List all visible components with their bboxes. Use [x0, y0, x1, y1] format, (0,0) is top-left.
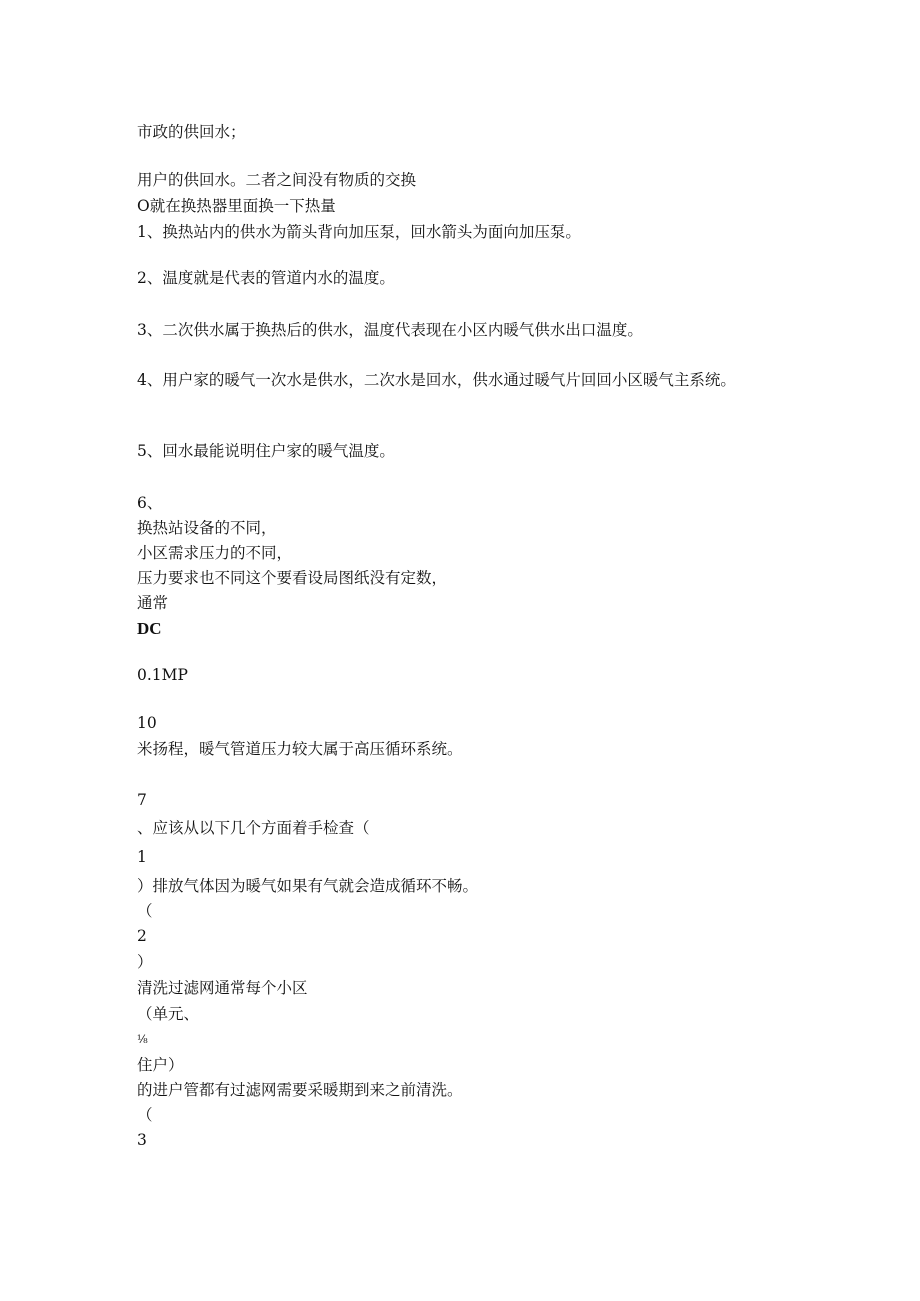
- text-line: 6、: [137, 494, 163, 512]
- text-line: ）: [137, 953, 153, 971]
- text-line: 清洗过滤网通常每个小区: [137, 979, 308, 997]
- text-line: 3、二次供水属于换热后的供水，温度代表现在小区内暖气供水出口温度。: [137, 321, 643, 339]
- text-line: 的进户管都有过滤网需要采暖期到来之前清洗。: [137, 1081, 463, 1099]
- text-line: ）排放气体因为暖气如果有气就会造成循环不畅。: [137, 877, 479, 895]
- text-line: 市政的供回水；: [137, 123, 246, 141]
- text-line: 0.1MP: [137, 666, 188, 684]
- text-line: 住户）: [137, 1056, 184, 1074]
- text-line: （: [137, 1106, 153, 1124]
- text-line: 、应该从以下几个方面着手检查（: [137, 819, 370, 837]
- text-line: 1、换热站内的供水为箭头背向加压泵，回水箭头为面向加压泵。: [137, 223, 581, 241]
- text-line: 1: [137, 848, 147, 866]
- text-line: ⅛: [137, 1033, 148, 1046]
- text-line: 小区需求压力的不同，: [137, 544, 293, 562]
- text-line: 7: [137, 791, 147, 809]
- text-line: 10: [137, 714, 157, 732]
- text-line: O就在换热器里面换一下热量: [137, 197, 336, 215]
- text-line: 米扬程，暖气管道压力较大属于高压循环系统。: [137, 740, 463, 758]
- text-line: （单元、: [137, 1005, 200, 1023]
- text-line: 用户的供回水。二者之间没有物质的交换: [137, 171, 417, 189]
- text-line: 压力要求也不同这个要看设局图纸没有定数，: [137, 569, 448, 587]
- text-line: 3: [137, 1131, 147, 1149]
- text-line: （: [137, 902, 153, 920]
- text-line: 通常: [137, 594, 169, 612]
- text-line: 2: [137, 927, 147, 945]
- text-line: 4、用户家的暖气一次水是供水，二次水是回水，供水通过暖气片回回小区暖气主系统。: [137, 371, 736, 389]
- text-line: 5、回水最能说明住户家的暖气温度。: [137, 442, 395, 460]
- text-line: 换热站设备的不同，: [137, 519, 277, 537]
- text-line: 2、温度就是代表的管道内水的温度。: [137, 269, 395, 287]
- text-line-bold: DC: [137, 619, 162, 638]
